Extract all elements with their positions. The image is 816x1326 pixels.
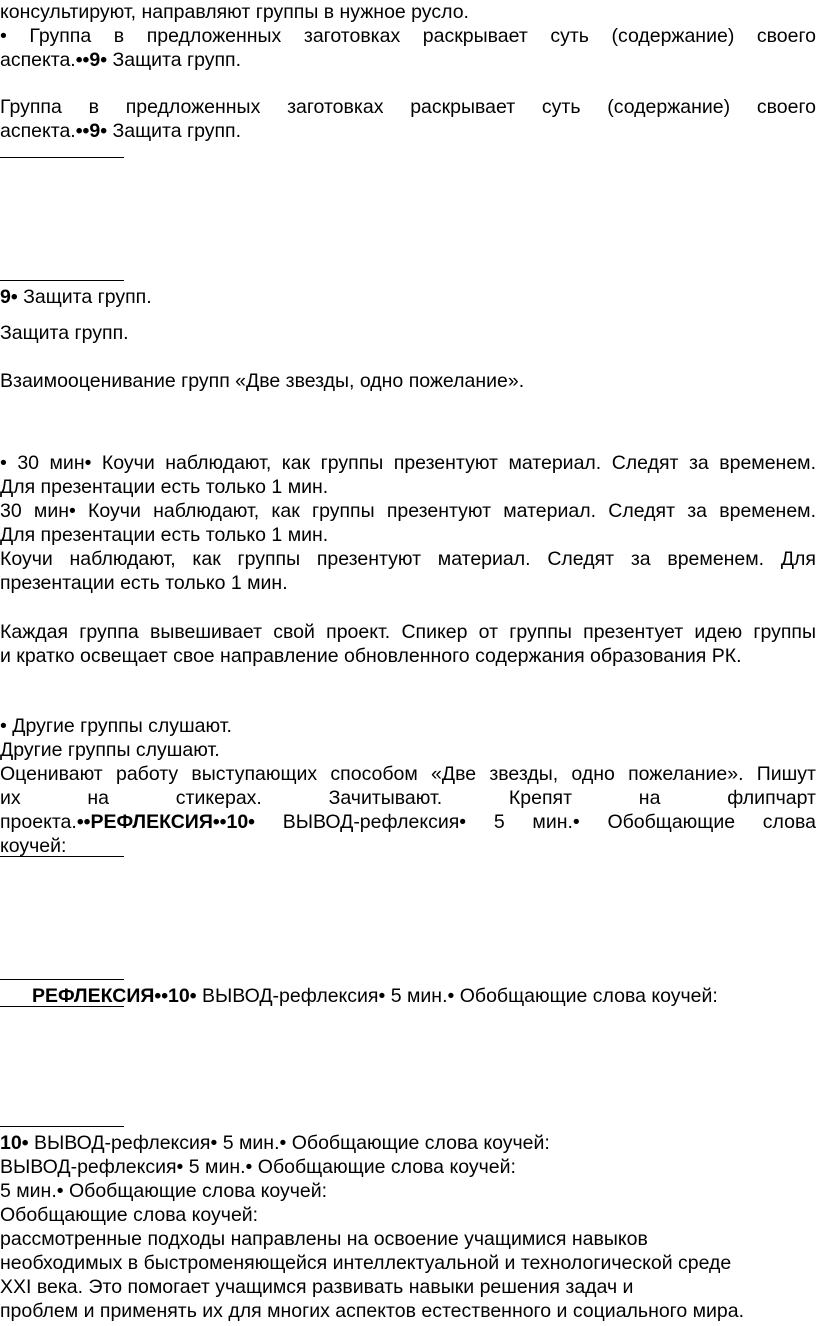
text-line: Взаимооценивание групп «Две звезды, одно пожелание». [0, 370, 525, 392]
text-line: 9• Защита групп. [0, 286, 152, 308]
text-line: и кратко освещает свое направление обновленного содержания образования РК. [0, 645, 742, 667]
text-line: 30 мин• Коучи наблюдают, как группы презентуют материал. Следят за временем. [0, 500, 816, 522]
footnote-separator [0, 856, 124, 857]
text-line: их на стикерах. Зачитывают. Крепят на флипчарт [0, 787, 816, 809]
text-line: 10• ВЫВОД-рефлексия• 5 мин.• Обобщающие слова коучей: [0, 1132, 550, 1154]
text-line: аспекта.••9• Защита групп. [0, 49, 242, 71]
text-line: • Группа в предложенных заготовках раскрывает суть (содержание) своего [0, 25, 816, 47]
text-line: аспекта.••9• Защита групп. [0, 120, 242, 142]
text-line: Другие группы слушают. [0, 739, 220, 761]
text-line: Для презентации есть только 1 мин. [0, 524, 329, 546]
text-line: Группа в предложенных заготовках раскрывает суть (содержание) своего [0, 96, 816, 118]
text-line: Защита групп. [0, 322, 129, 344]
text-line: Обобщающие слова коучей: [0, 1204, 259, 1226]
text-line: XXI века. Это помогает учащимся развивать навыки решения задач и [0, 1276, 634, 1298]
text-line: проблем и применять их для многих аспектов естественного и социального мира. [0, 1300, 745, 1322]
text-line: Каждая группа вывешивает свой проект. Спикер от группы презентует идею группы [0, 621, 816, 643]
footnote-separator [0, 157, 124, 158]
text-line: необходимых в быстроменяющейся интеллектуальной и технологической среде [0, 1252, 732, 1274]
text-line: 5 мин.• Обобщающие слова коучей: [0, 1180, 328, 1202]
text-line: рассмотренные подходы направлены на освоение учащимися навыков [0, 1228, 648, 1250]
text-line: Коучи наблюдают, как группы презентуют материал. Следят за временем. Для [0, 548, 816, 570]
text-line: РЕФЛЕКСИЯ••10• ВЫВОД-рефлексия• 5 мин.• Обобщающие слова коучей: [32, 985, 718, 1007]
text-line: • 30 мин• Коучи наблюдают, как группы презентуют материал. Следят за временем. [0, 452, 816, 474]
footnote-separator [0, 1126, 124, 1127]
text-line: проекта.••РЕФЛЕКСИЯ••10• ВЫВОД-рефлексия• 5 мин.• Обобщающие слова [0, 811, 816, 833]
text-line: презентации есть только 1 мин. [0, 572, 288, 594]
text-line: консультируют, направляют группы в нужное русло. [0, 1, 469, 23]
text-line: Оценивают работу выступающих способом «Две звезды, одно пожелание». Пишут [0, 763, 816, 785]
footnote-separator [0, 1006, 124, 1007]
text-line: Для презентации есть только 1 мин. [0, 476, 329, 498]
footnote-separator [0, 280, 124, 281]
text-line: ВЫВОД-рефлексия• 5 мин.• Обобщающие слова коучей: [0, 1156, 516, 1178]
text-line: коучей: [0, 835, 67, 857]
text-line: • Другие группы слушают. [0, 715, 232, 737]
footnote-separator [0, 979, 124, 980]
